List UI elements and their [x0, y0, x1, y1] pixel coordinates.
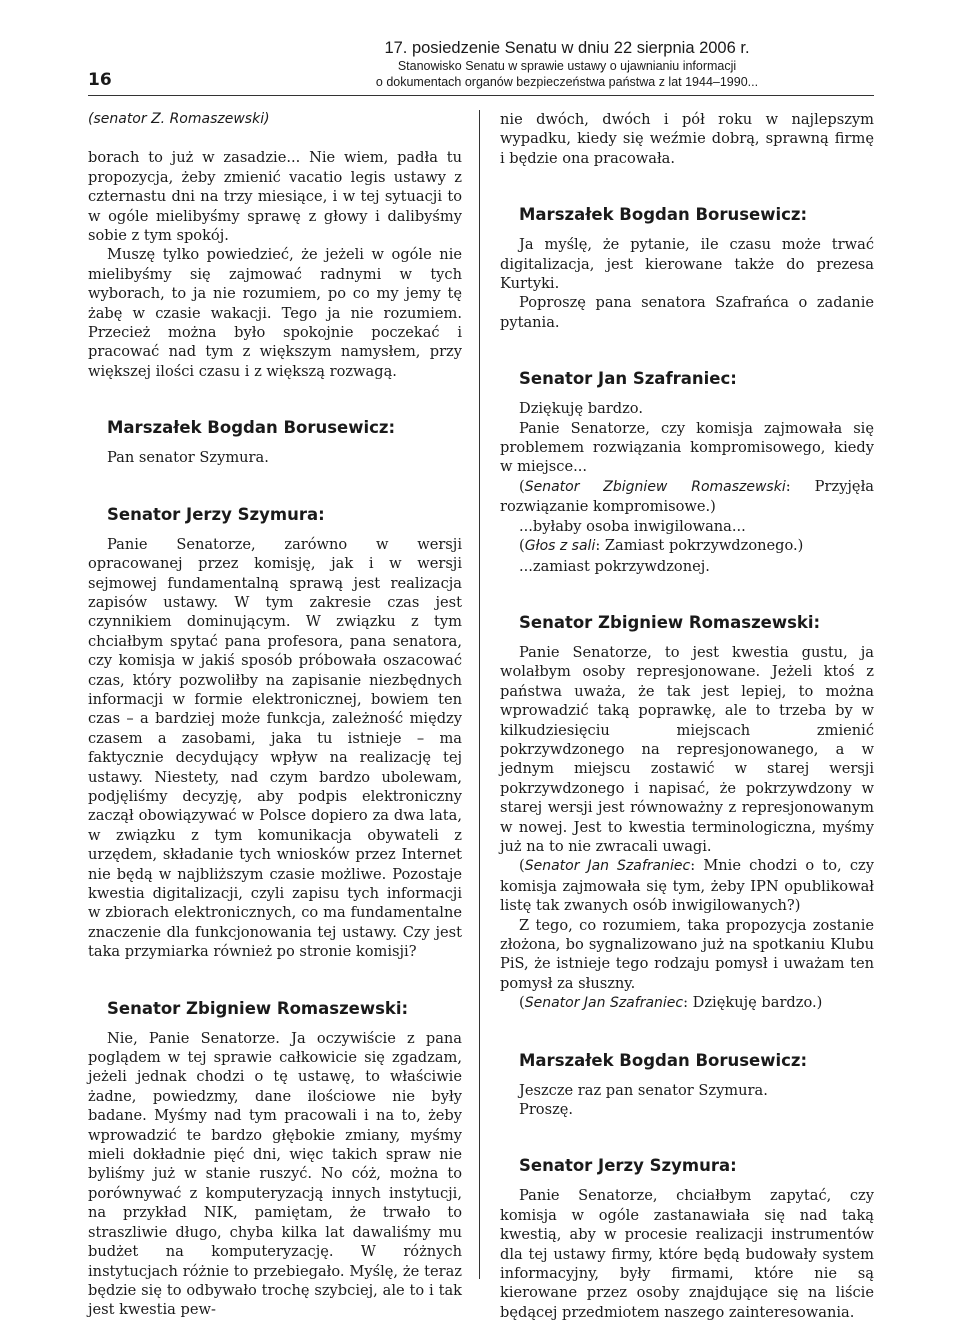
paragraph: Nie, Panie Senatorze. Ja oczywiście z pana poglądem w tej sprawie całkowicie się zgadzam, jeżeli jednak chodzi o tę ustawę, to właściwie żadne, powiedzmy, dane ilościowe nie były badane. Myśmy nad tym pracowali i na to, żeby wprowadzić te bardzo głębokie zmiany, myśmy mieli dokładnie pięć dni, więc takich spraw nie byliśmy już w stanie ruszyć. No cóż, można to porównywać z komputeryzacją innych instytucji, na przykład NIK, pamiętam, że trwało to straszliwie długo, chyba kilka lat dawaliśmy mu budżet na komputeryzację. W różnych instytucjach różnie to przebiegało. Myślę, że teraz będzie się to odbywało trochę szybciej, ale to i tak jest kwestia pew- — [88, 1029, 462, 1319]
column-divider — [479, 110, 480, 1279]
paragraph: nie dwóch, dwóch i pół roku w najlepszym wypadku, kiedy się weźmie dobrą, sprawną firmę i będzie ona pracowała. — [500, 111, 874, 167]
paragraph: Jeszcze raz pan senator Szymura. — [519, 1081, 768, 1099]
paragraph: ...zamiast pokrzywdzonej. — [519, 557, 710, 575]
interjection-speaker: Głos z sali — [524, 538, 596, 555]
paragraph: Proszę. — [519, 1101, 574, 1119]
paragraph: Panie Senatorze, czy komisja zajmowała się problemem rozwiązania kompromisowego, kiedy w miejsce... — [500, 419, 874, 476]
paragraph: Panie Senatorze, zarówno w wersji opracowanej przez komisję, jak i w wersji sejmowej fundamentalną sprawą jest realizacja zapisów ustawy. W tym zakresie czas jest czynnikiem dominującym. W związku z tym chciałbym spytać pana profesora, pana senatora, czy komisja w jakiś sposób próbowała oszacować czas, który pozwoliłby na zapisanie niezbędnych informacji w formie elektronicznej, bowiem ten czas – a bardziej może funkcja, zależność między czasem a zasobami, jaka tu istnieje – ma faktycznie decydujący wpływ na realizację tej ustawy. Niestety, nad czym bardzo ubolewam, podjęliśmy decyzję, aby podpis elektroniczny zaczął obowiązywać w Polsce dopiero za dwa lata, w związku z tym komunikacja obywateli z urzędem, składanie tych wniosków przez Internet nie będą w najbliższym czasie możliwe. Pozostaje kwestia digitalizacji, czyli zapisu tych informacji w zbiorach elektronicznych, co ma fundamentalne znaczenie dla funkcjonowania tej ustawy. Czy jest taka przymiarka również po stronie komisji? — [88, 535, 462, 961]
speaker-heading: Marszałek Bogdan Borusewicz: — [519, 1050, 808, 1070]
speaker-heading: Senator Zbigniew Romaszewski: — [519, 612, 821, 632]
paragraph: Panie Senatorze, chciałbym zapytać, czy komisja w ogóle zastanawiała się nad taką kwestią, aby w procesie realizacji instrumentów dla tej ustawy firmy, które będą budowały system informacyjny, były firmami, które nie są kierowane przez osoby znajdujące się na liście będącej przedmiotem naszego zainteresowania. — [500, 1187, 874, 1321]
interjection: (Głos z sali: Zamiast pokrzywdzonego.) — [519, 537, 804, 555]
right-column — [500, 110, 874, 1322]
header-title: 17. posiedzenie Senatu w dniu 22 sierpnia 2006 r. — [384, 39, 750, 57]
header-subtitle-2: o dokumentach organów bezpieczeństwa państwa z lat 1944–1990... — [375, 75, 759, 89]
page-number: 16 — [88, 70, 112, 90]
paragraph: Poproszę pana senatora Szafrańca o zadanie pytania. — [500, 294, 874, 331]
paragraph: Panie Senatorze, to jest kwestia gustu, ja wolałbym osoby represjonowane. Jeżeli ktoś z państwa uważa, że tak jest lepiej, to można wprowadzić taką poprawkę, ale to trzeba by w kilkudziesięciu miejscach zmienić pokrzywdzonego na represjonowanego, a w jednym miejscu zostawić w starej wersji pokrzywdzonego i napisać, że pokrzywdzony w starej wersji jest równoważny z represjonowanym w nowej. Jest to kwestia terminologiczna, myśmy już na to nie zwracali uwagi. — [500, 643, 874, 855]
interjection: (Senator Jan Szafraniec: Mnie chodzi o to, czy komisja zajmowała się tym, żeby IPN opublikował listę tak zwanych osób inwigilowanych?) — [500, 857, 874, 915]
paragraph: Pan senator Szymura. — [107, 449, 269, 467]
interjection: (Senator Zbigniew Romaszewski: Przyjęła rozwiązanie kompromisowe.) — [500, 477, 874, 516]
paragraph: Dziękuję bardzo. — [519, 400, 643, 418]
left-column — [88, 110, 462, 1320]
paragraph: borach to już w zasadzie... Nie wiem, padła tu propozycja, żeby zmienić vacatio legis ustawy z czternastu dni na trzy miesiące, i w tej sytuacji to w ogóle mielibyśmy sprawę z głowy i dalibyśmy sobie z tym spokój. — [88, 149, 462, 245]
header-subtitle-1: Stanowisko Senatu w sprawie ustawy o ujawnianiu informacji — [397, 59, 737, 73]
speaker-continuation-note: (senator Z. Romaszewski) — [88, 111, 270, 127]
interjection-text: : Mnie chodzi o to, czy komisja zajmowała się tym, żeby IPN opublikował listę tak zwanych osób inwigilowanych?) — [500, 857, 874, 915]
speaker-heading: Senator Jerzy Szymura: — [519, 1156, 737, 1176]
paragraph: Muszę tylko powiedzieć, że jeżeli w ogóle nie mielibyśmy się zajmować radnymi w tych wyborach, to ja nie rozumiem, po co my jemy tę żabę w czasie wakacji. Tego ja nie rozumiem. Przecież można było spokojnie poczekać i pracować nad tym z większym namysłem, przy większej ilości czasu i z większą rozwagą. — [88, 246, 462, 380]
interjection: (Senator Jan Szafraniec: Dziękuję bardzo.) — [519, 994, 823, 1012]
interjection-text: : Przyjęła rozwiązanie kompromisowe.) — [500, 477, 874, 516]
paragraph: Ja myślę, że pytanie, ile czasu może trwać digitalizacja, jest kierowane także do prezesa Kurtyki. — [500, 236, 874, 293]
paragraph: ...byłaby osoba inwigilowana... — [519, 517, 746, 535]
running-header — [262, 38, 872, 90]
paragraph: Z tego, co rozumiem, taka propozycja zostanie złożona, bo sygnalizowano już na spotkaniu Klubu PiS, że istnieje tego rodzaju pomysł i uważam ten pomysł za słuszny. — [500, 916, 874, 992]
interjection-text: : Zamiast pokrzywdzonego.) — [595, 537, 804, 555]
interjection-speaker: Senator Jan Szafraniec — [524, 995, 684, 1012]
interjection-speaker: Senator Jan Szafraniec — [524, 858, 691, 875]
speaker-heading: Senator Zbigniew Romaszewski: — [107, 998, 409, 1018]
speaker-heading: Senator Jan Szafraniec: — [519, 369, 737, 389]
speaker-heading: Senator Jerzy Szymura: — [107, 504, 325, 524]
header-rule — [88, 95, 874, 96]
interjection-speaker: Senator Zbigniew Romaszewski — [524, 478, 786, 495]
speaker-heading: Marszałek Bogdan Borusewicz: — [519, 205, 808, 225]
speaker-heading: Marszałek Bogdan Borusewicz: — [107, 418, 396, 438]
interjection-text: : Dziękuję bardzo.) — [683, 994, 823, 1012]
